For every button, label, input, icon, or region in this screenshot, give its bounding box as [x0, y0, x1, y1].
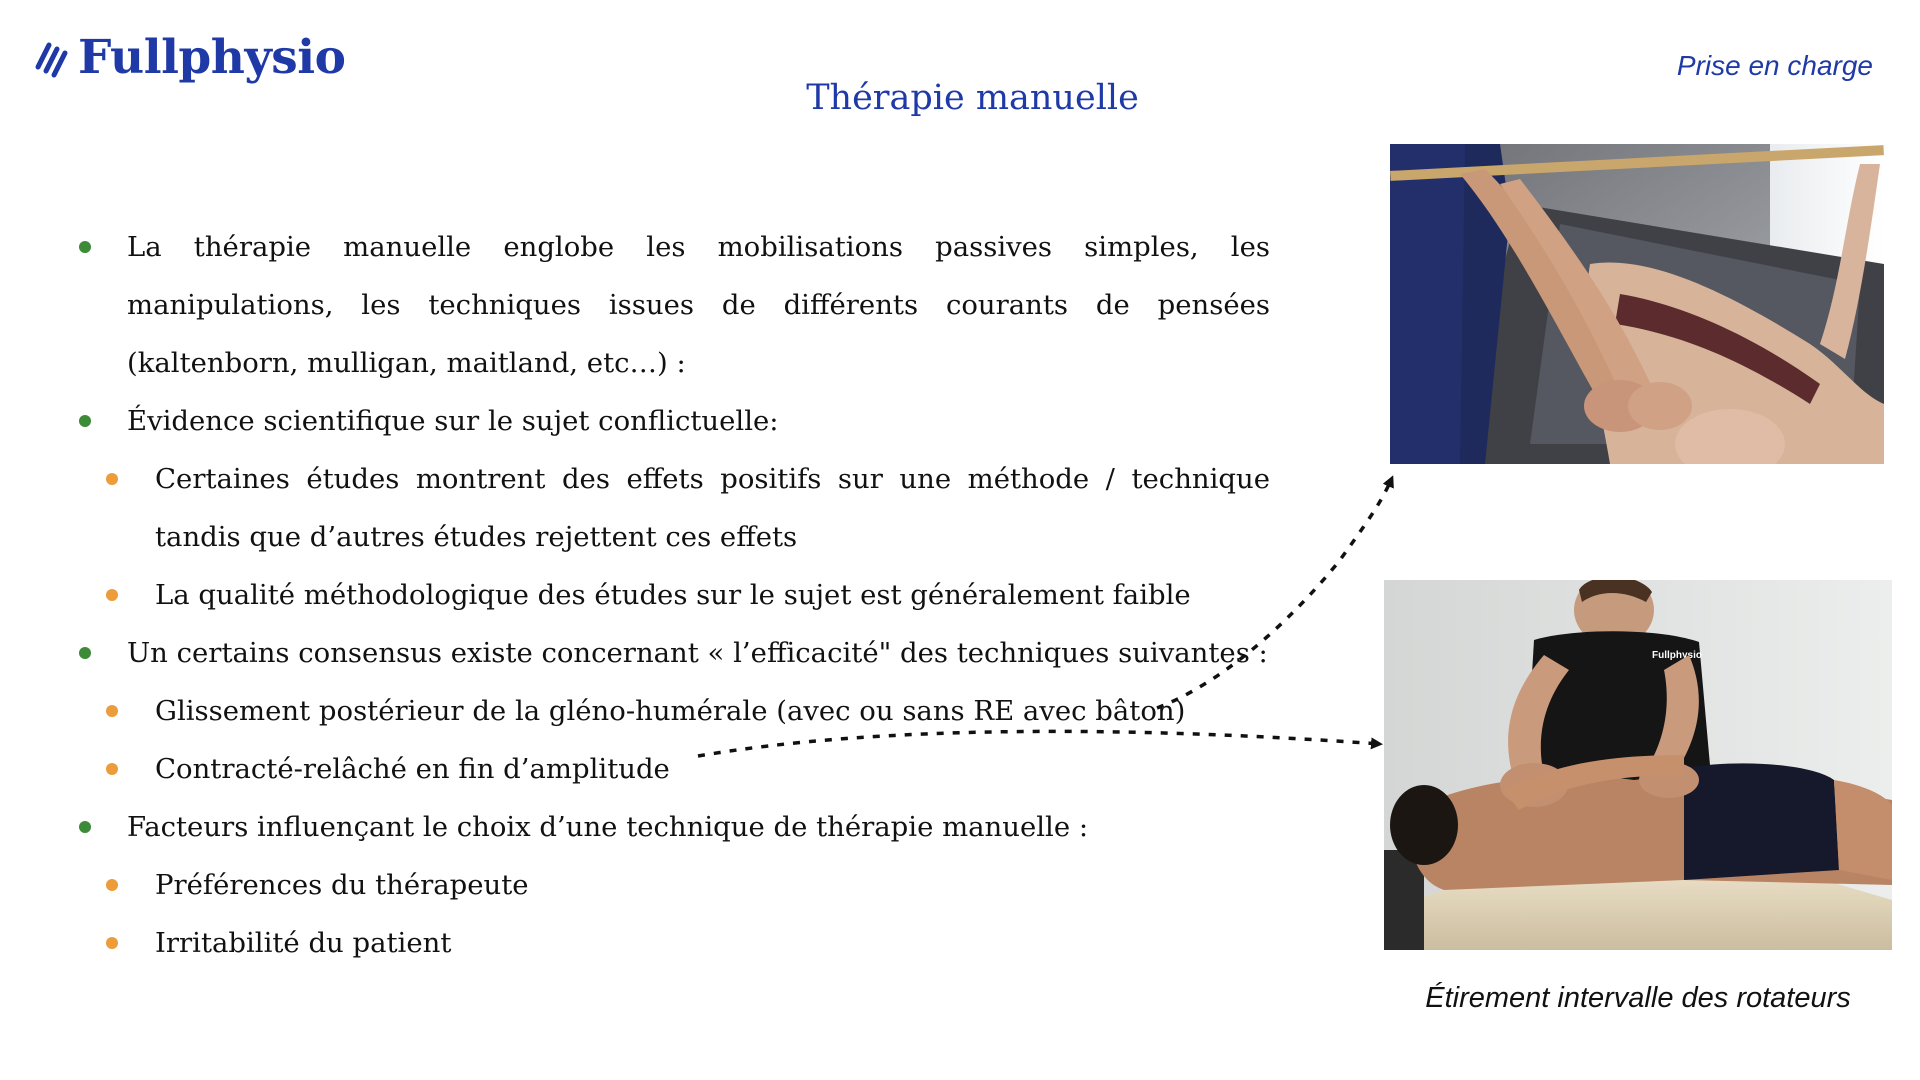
bullet-text: Préférences du thérapeute — [155, 869, 529, 901]
section-label: Prise en charge — [1676, 50, 1873, 81]
slide-title: Thérapie manuelle — [806, 78, 1139, 118]
bullet-text: Certaines études montrent des effets positifs sur une méthode / technique tandis que d’autres études rejettent ces effets — [155, 463, 1270, 553]
photo-caption: Étirement intervalle des rotateurs — [1425, 982, 1851, 1014]
bullet-text: Facteurs influençant le choix d’une technique de thérapie manuelle : — [127, 811, 1089, 843]
bullet-text: Évidence scientifique sur le sujet conflictuelle: — [127, 405, 779, 437]
arrow-to-top-photo — [1157, 478, 1392, 708]
brand-name: Fullphysio — [78, 30, 346, 85]
arrow-to-bottom-photo — [698, 731, 1380, 756]
shirt-logo-text: Fullphysio — [1652, 650, 1702, 661]
bullet-text: La qualité méthodologique des études sur le sujet est généralement faible — [155, 579, 1191, 611]
bullet-text: Glissement postérieur de la gléno-humérale (avec ou sans RE avec bâton) — [155, 695, 1186, 727]
bullet-text: Contracté-relâché en fin d’amplitude — [155, 753, 670, 785]
bullet-text: Un certains consensus existe concernant « l’efficacité" des techniques suivantes : — [127, 637, 1268, 669]
bullet-text: La thérapie manuelle englobe les mobilisations passives simples, les manipulations, les techniques issues de différents courants de pensées (kaltenborn, mulligan, maitland, etc…) : — [127, 231, 1270, 379]
bullet-text: Irritabilité du patient — [155, 927, 452, 959]
